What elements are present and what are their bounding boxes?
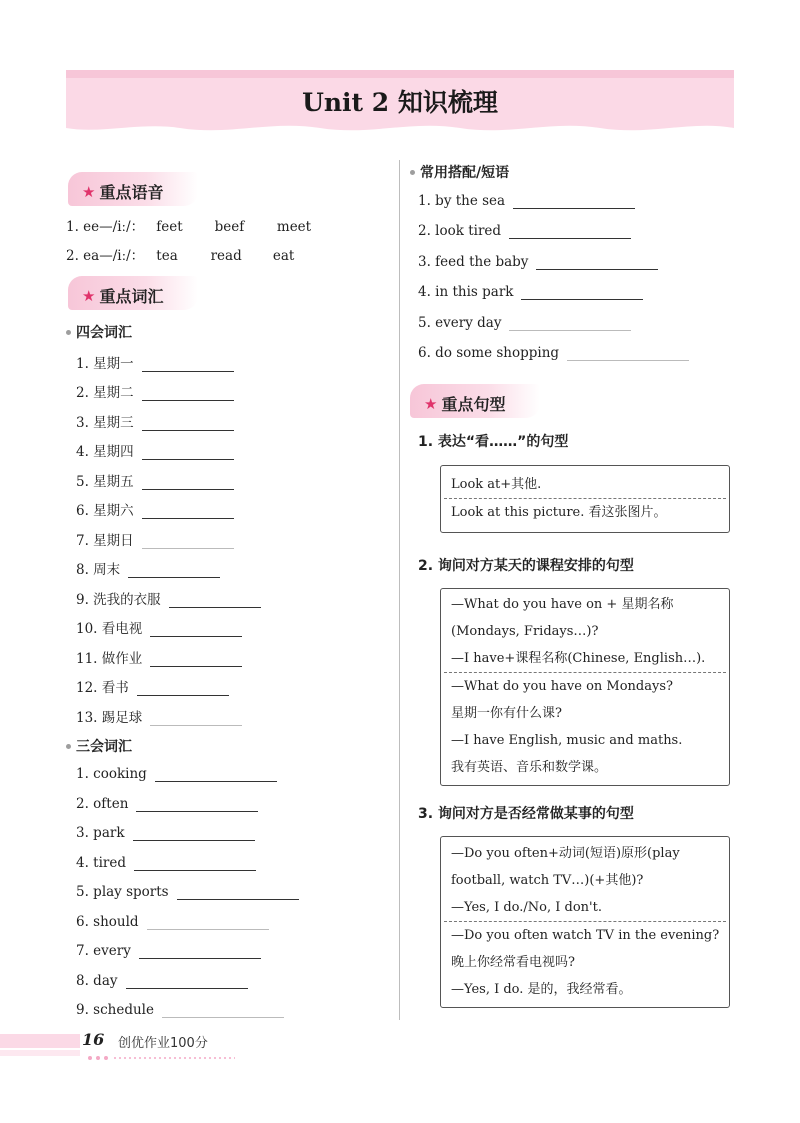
vocab-item: 9. 洗我的衣服 bbox=[76, 588, 261, 608]
answer-blank[interactable] bbox=[142, 386, 234, 401]
answer-blank[interactable] bbox=[155, 767, 277, 782]
vocab-item: 1. cooking bbox=[76, 766, 277, 782]
vocab-item: 2. often bbox=[76, 796, 258, 812]
answer-blank[interactable] bbox=[509, 224, 631, 239]
answer-blank[interactable] bbox=[150, 652, 242, 667]
star-icon: ★ bbox=[82, 286, 96, 305]
bullet-icon bbox=[66, 744, 71, 749]
vocab-item: 5. 星期五 bbox=[76, 470, 234, 490]
answer-blank[interactable] bbox=[137, 681, 229, 696]
unit-title: Unit 2 知识梳理 bbox=[302, 88, 498, 117]
answer-blank[interactable] bbox=[142, 475, 234, 490]
phrase-item: 6. do some shopping bbox=[418, 345, 689, 361]
vocab-item: 3. 星期三 bbox=[76, 411, 234, 431]
sentence-section-title: 3. 询问对方是否经常做某事的句型 bbox=[418, 806, 634, 822]
vocab-item: 4. 星期四 bbox=[76, 440, 234, 460]
phrase-item: 3. feed the baby bbox=[418, 254, 658, 270]
answer-blank[interactable] bbox=[169, 593, 261, 608]
vocab-item: 9. schedule bbox=[76, 1002, 284, 1018]
answer-blank[interactable] bbox=[126, 974, 248, 989]
phonics-row-1: 1. ee—/iː/： feet beef meet bbox=[66, 219, 312, 235]
three-skills-label: 三会词汇 bbox=[66, 736, 132, 756]
answer-blank[interactable] bbox=[134, 856, 256, 871]
phonics-row-2: 2. ea—/iː/： tea read eat bbox=[66, 248, 295, 264]
brand-name: 创优作业100分 bbox=[118, 1036, 208, 1051]
phrases-label: 常用搭配/短语 bbox=[410, 162, 509, 182]
answer-blank[interactable] bbox=[513, 194, 635, 209]
answer-blank[interactable] bbox=[150, 622, 242, 637]
answer-blank[interactable] bbox=[142, 416, 234, 431]
vocab-item: 10. 看电视 bbox=[76, 617, 242, 637]
answer-blank[interactable] bbox=[567, 346, 689, 361]
bullet-icon bbox=[66, 330, 71, 335]
vocab-item: 5. play sports bbox=[76, 884, 299, 900]
star-icon: ★ bbox=[82, 182, 96, 201]
answer-blank[interactable] bbox=[142, 534, 234, 549]
phrase-item: 5. every day bbox=[418, 315, 631, 331]
vocab-item: 1. 星期一 bbox=[76, 352, 234, 372]
vocab-item: 6. 星期六 bbox=[76, 499, 234, 519]
sentence-section-title: 1. 表达“看……”的句型 bbox=[418, 434, 569, 450]
answer-blank[interactable] bbox=[142, 357, 234, 372]
title-banner bbox=[0, 0, 800, 145]
column-divider bbox=[399, 160, 400, 1020]
vocab-item: 12. 看书 bbox=[76, 676, 229, 696]
star-icon: ★ bbox=[424, 394, 438, 413]
bullet-icon bbox=[410, 170, 415, 175]
four-skills-label: 四会词汇 bbox=[66, 322, 132, 342]
answer-blank[interactable] bbox=[142, 445, 234, 460]
sentence-box-3: —Do you often+动词(短语)原形(play football, watch TV…)(+其他)? —Yes, I do./No, I don't. —Do you often watch TV in the evening? 晚上你经常看电视吗? —Yes, I do. 是的，我经常看。 bbox=[440, 836, 730, 1008]
sentence-box-1: Look at+其他. Look at this picture. 看这张图片。 bbox=[440, 465, 730, 533]
vocab-item: 6. should bbox=[76, 914, 269, 930]
vocab-item: 7. 星期日 bbox=[76, 529, 234, 549]
vocab-item: 7. every bbox=[76, 943, 261, 959]
sentence-section-title: 2. 询问对方某天的课程安排的句型 bbox=[418, 558, 634, 574]
sentences-heading: ★ 重点句型 bbox=[424, 394, 506, 414]
vocab-item: 3. park bbox=[76, 825, 255, 841]
vocab-item: 8. 周末 bbox=[76, 558, 220, 578]
vocab-item: 2. 星期二 bbox=[76, 381, 234, 401]
answer-blank[interactable] bbox=[177, 885, 299, 900]
answer-blank[interactable] bbox=[509, 316, 631, 331]
vocab-item: 8. day bbox=[76, 973, 248, 989]
phonics-heading: ★ 重点语音 bbox=[82, 182, 164, 202]
phrase-item: 2. look tired bbox=[418, 223, 631, 239]
page-number: 16 bbox=[82, 1030, 105, 1049]
answer-blank[interactable] bbox=[142, 504, 234, 519]
vocab-item: 11. 做作业 bbox=[76, 647, 242, 667]
vocab-heading: ★ 重点词汇 bbox=[82, 286, 164, 306]
answer-blank[interactable] bbox=[139, 944, 261, 959]
vocab-item: 13. 踢足球 bbox=[76, 706, 242, 726]
sentence-box-2: —What do you have on + 星期名称 (Mondays, Fridays…)? —I have+课程名称(Chinese, English…). —What do you have on Mondays? 星期一你有什么课? —I have English, music and maths. 我有英语、音乐和数学课。 bbox=[440, 588, 730, 786]
phrase-item: 4. in this park bbox=[418, 284, 643, 300]
answer-blank[interactable] bbox=[147, 915, 269, 930]
answer-blank[interactable] bbox=[133, 826, 255, 841]
answer-blank[interactable] bbox=[521, 285, 643, 300]
vocab-item: 4. tired bbox=[76, 855, 256, 871]
answer-blank[interactable] bbox=[150, 711, 242, 726]
phrase-item: 1. by the sea bbox=[418, 193, 635, 209]
answer-blank[interactable] bbox=[162, 1003, 284, 1018]
answer-blank[interactable] bbox=[128, 563, 220, 578]
answer-blank[interactable] bbox=[136, 797, 258, 812]
answer-blank[interactable] bbox=[536, 255, 658, 270]
